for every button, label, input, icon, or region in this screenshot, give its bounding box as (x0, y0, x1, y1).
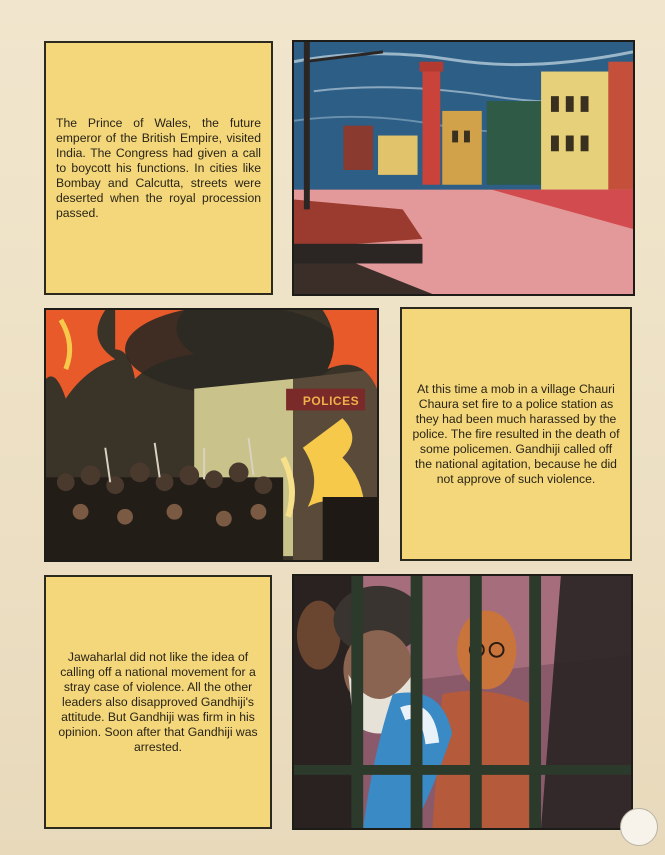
panel-deserted-street (292, 40, 635, 296)
burning-police-station-illustration (46, 310, 377, 560)
panel-prison-bars (292, 574, 633, 830)
caption-text-prince-of-wales: The Prince of Wales, the future emperor of the British Empire, visited India. The Congress had given a call to boycott his functions. In cities like Bombay and Calcutta, streets were deserted when the royal procession passed. (56, 115, 261, 220)
publisher-logo (620, 808, 658, 846)
deserted-street-illustration (294, 42, 633, 294)
panel-burning-police-station (44, 308, 379, 562)
caption-text-jawaharlal: Jawaharlal did not like the idea of calling off a national movement for a stray case of violence. All the other leaders also disapproved Gandhiji's attitude. But Gandhiji was firm in his opinion. Soon after that Gandhiji was arrested. (58, 649, 258, 754)
caption-box-jawaharlal (44, 575, 272, 829)
caption-box-prince-of-wales (44, 41, 273, 295)
caption-text-chauri-chaura: At this time a mob in a village Chauri Chaura set fire to a police station as they had been much harassed by the police. The fire resulted in the death of some policemen. Gandhiji called off the national agitation, because he did not approve of such violence. (412, 381, 620, 486)
prison-scene-illustration (294, 576, 631, 828)
police-sign-text: POLICES (302, 394, 360, 408)
caption-box-chauri-chaura (400, 307, 632, 561)
